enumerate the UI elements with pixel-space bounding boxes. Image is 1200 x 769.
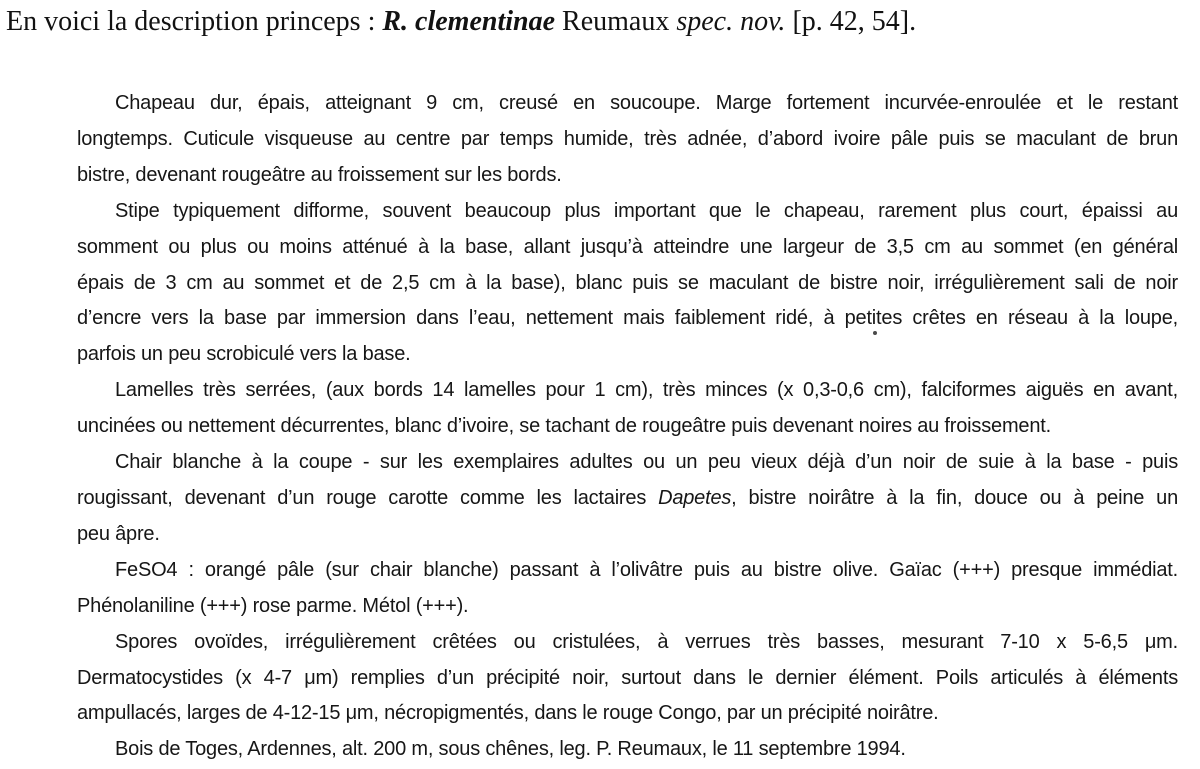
page-reference: [p. 42, 54].: [785, 6, 917, 37]
text-line: Bois de Toges, Ardennes, alt. 200 m, sous chênes, leg. P. Reumaux, le 11 septembre 1994.: [115, 738, 906, 761]
description-text: [77, 86, 1178, 768]
text-line: FeSO4 : orangé pâle (sur chair blanche) passant à l’olivâtre puis au bistre olive. Gaïac (+++) presque immédiat.: [115, 558, 1178, 581]
text-line: d’encre vers la base par immersion dans l’eau, nettement mais faiblement ridé, à petites crêtes en réseau à la loupe,: [77, 307, 1178, 330]
text-line: longtemps. Cuticule visqueuse au centre par temps humide, très adnée, d’abord ivoire pâle puis se maculant de brun: [77, 127, 1178, 150]
paragraph-reactifs: [77, 553, 1178, 625]
author-name: Reumaux: [555, 6, 677, 37]
text-line: parfois un peu scrobiculé vers la base.: [77, 343, 411, 366]
genus-name-italic: Dapetes: [658, 486, 732, 509]
text-line: [77, 481, 1178, 517]
paragraph-stipe: [77, 194, 1178, 374]
intro-prefix: En voici la description princeps :: [6, 6, 383, 37]
paragraph-lamelles: [77, 373, 1178, 445]
species-name: R. clementinae: [382, 6, 556, 37]
text-line: ampullacés, larges de 4-12-15 μm, nécropigmentés, dans le rouge Congo, par un précipité noirâtre.: [77, 702, 939, 725]
text-line: uncinées ou nettement décurrentes, blanc d’ivoire, se tachant de rougeâtre puis devenant noires au froissement.: [77, 415, 1051, 438]
intro-heading: [6, 5, 916, 39]
scan-artifact-dot: [873, 331, 877, 335]
paragraph-chair: [77, 445, 1178, 553]
text-line: Phénolaniline (+++) rose parme. Métol (+++).: [77, 594, 469, 617]
text-line: bistre, devenant rougeâtre au froissement sur les bords.: [77, 163, 562, 186]
text-line: Dermatocystides (x 4-7 μm) remplies d’un précipité noir, surtout dans le dernier élément. Poils articulés à éléments: [77, 666, 1178, 689]
text-line: Lamelles très serrées, (aux bords 14 lamelles pour 1 cm), très minces (x 0,3-0,6 cm), falciformes aiguës en avant,: [115, 379, 1178, 402]
text-line: somment ou plus ou moins atténué à la base, allant jusqu’à atteindre une largeur de 3,5 cm au sommet (en général: [77, 235, 1178, 258]
text-segment: , bistre noirâtre à la fin, douce ou à peine un: [731, 486, 1178, 509]
paragraph-chapeau: [77, 86, 1178, 194]
text-line: Chapeau dur, épais, atteignant 9 cm, creusé en soucoupe. Marge fortement incurvée-enroulée et le restant: [115, 92, 1178, 114]
text-line: peu âpre.: [77, 522, 160, 545]
text-line: Stipe typiquement difforme, souvent beaucoup plus important que le chapeau, rarement plus court, épaissi au: [115, 199, 1178, 222]
text-line: Spores ovoïdes, irrégulièrement crêtées ou cristulées, à verrues très basses, mesurant 7-10 x 5-6,5 μm.: [115, 630, 1178, 653]
paragraph-recolte: [77, 732, 1178, 768]
text-line: Chair blanche à la coupe - sur les exemplaires adultes ou un peu vieux déjà d’un noir de suie à la base - puis: [115, 451, 1178, 474]
species-rank: spec. nov.: [676, 6, 786, 37]
paragraph-spores: [77, 625, 1178, 733]
text-line: épais de 3 cm au sommet et de 2,5 cm à la base), blanc puis se maculant de bistre noir, irrégulièrement sali de noir: [77, 271, 1178, 294]
text-segment: rougissant, devenant d’un rouge carotte comme les lactaires: [77, 486, 659, 509]
